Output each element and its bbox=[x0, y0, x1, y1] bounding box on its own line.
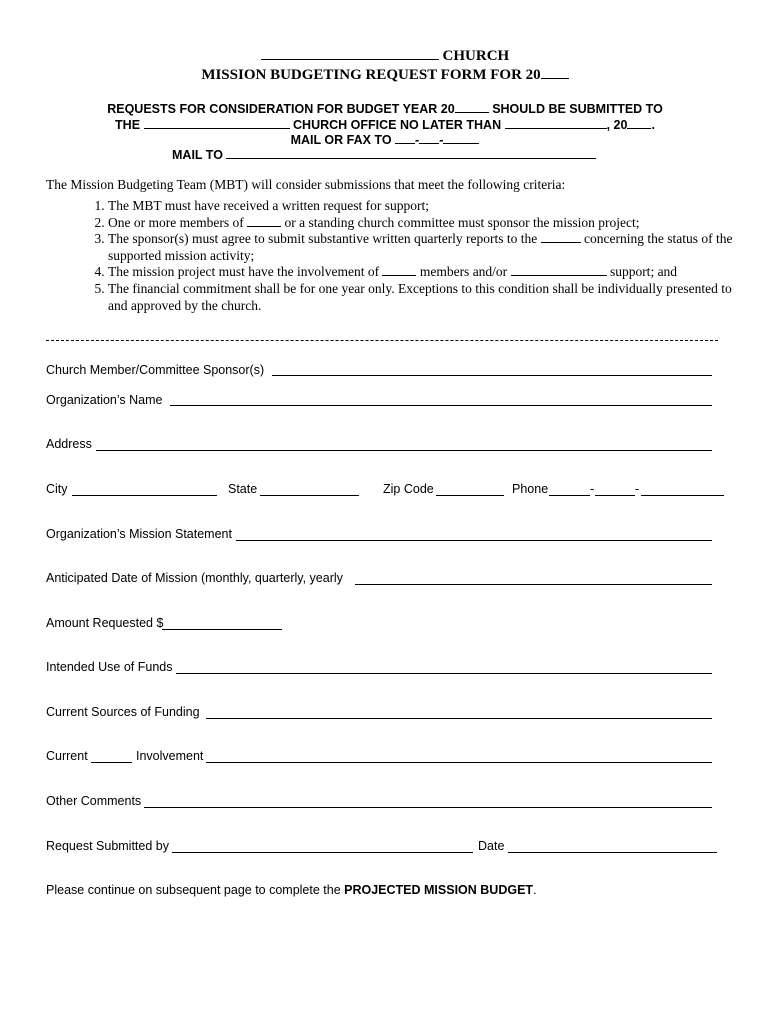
involvement-label: Involvement bbox=[136, 749, 204, 763]
fax-prefix-blank[interactable] bbox=[419, 131, 439, 144]
footer-end: . bbox=[533, 883, 537, 897]
current-sources-input[interactable] bbox=[206, 718, 712, 719]
criteria-2-b: or a standing church committee must sponsor the mission project; bbox=[284, 214, 640, 230]
amount-input[interactable] bbox=[162, 629, 282, 630]
req-line1-a: REQUESTS FOR CONSIDERATION FOR BUDGET YEAR 20 bbox=[107, 102, 455, 116]
church-name-blank[interactable] bbox=[261, 47, 439, 60]
criteria-2-a: One or more members of bbox=[108, 214, 244, 230]
zip-label: Zip Code bbox=[383, 482, 434, 496]
criteria-item-4 bbox=[108, 264, 736, 281]
req-line2-d: . bbox=[651, 118, 655, 132]
church-office-blank[interactable] bbox=[144, 116, 290, 129]
org-name-label: Organization’s Name bbox=[46, 393, 163, 407]
title-form: MISSION BUDGETING REQUEST FORM FOR 20 bbox=[201, 67, 541, 83]
mail-to-label: MAIL TO bbox=[172, 148, 223, 162]
phone-sep-1: - bbox=[590, 482, 595, 496]
criteria-3-a: The sponsor(s) must agree to submit substantive written quarterly reports to the bbox=[108, 231, 538, 247]
mission-statement-input[interactable] bbox=[236, 540, 712, 541]
phone-prefix-input[interactable] bbox=[595, 495, 635, 496]
intended-use-label: Intended Use of Funds bbox=[46, 660, 173, 674]
footer-text: Please continue on subsequent page to complete the bbox=[46, 883, 345, 897]
mission-statement-label: Organization’s Mission Statement bbox=[46, 527, 232, 541]
request-line-2 bbox=[0, 116, 770, 132]
current-sources-label: Current Sources of Funding bbox=[46, 705, 200, 719]
criteria-item-3 bbox=[108, 231, 736, 264]
title-church: CHURCH bbox=[442, 48, 510, 64]
deadline-blank[interactable] bbox=[505, 116, 607, 129]
fax-number-blank[interactable] bbox=[443, 131, 479, 144]
intro-text: The Mission Budgeting Team (MBT) will consider submissions that meet the following criteria: bbox=[46, 177, 566, 192]
anticipated-date-label: Anticipated Date of Mission (monthly, quarterly, yearly bbox=[46, 571, 343, 585]
reports-to-blank[interactable] bbox=[541, 231, 581, 243]
req-line2-b: CHURCH OFFICE NO LATER THAN bbox=[293, 118, 502, 132]
criteria-1-text: The MBT must have received a written request for support; bbox=[108, 198, 430, 213]
city-label: City bbox=[46, 482, 68, 496]
req-line2-a: THE bbox=[115, 118, 141, 132]
date-label: Date bbox=[478, 839, 505, 853]
phone-area-input[interactable] bbox=[549, 495, 590, 496]
involvement-support-blank[interactable] bbox=[511, 264, 607, 276]
amount-label: Amount Requested $ bbox=[46, 616, 164, 630]
state-label: State bbox=[228, 482, 258, 496]
phone-label: Phone bbox=[512, 482, 549, 496]
footer-bold: PROJECTED MISSION BUDGET bbox=[344, 883, 534, 897]
req-line3-a: MAIL OR FAX TO bbox=[290, 133, 392, 147]
involvement-input[interactable] bbox=[206, 762, 712, 763]
phone-sep-2: - bbox=[635, 482, 640, 496]
criteria-item-5 bbox=[108, 281, 736, 314]
section-divider bbox=[46, 340, 718, 341]
submitted-by-label: Request Submitted by bbox=[46, 839, 169, 853]
criteria-item-1 bbox=[108, 198, 736, 215]
mail-to-blank[interactable] bbox=[226, 146, 596, 159]
fax-sep-1: - bbox=[415, 133, 420, 147]
request-line-3 bbox=[0, 131, 770, 147]
date-input[interactable] bbox=[508, 852, 717, 853]
criteria-5-text: The financial commitment shall be for one year only. Exceptions to this condition shall be individually presented to and approved by the church. bbox=[108, 280, 732, 313]
deadline-year-blank[interactable] bbox=[627, 116, 651, 129]
state-input[interactable] bbox=[260, 495, 359, 496]
sponsor-input[interactable] bbox=[272, 375, 712, 376]
criteria-4-c: support; and bbox=[609, 264, 678, 280]
anticipated-date-input[interactable] bbox=[355, 584, 712, 585]
req-line2-c: , 20 bbox=[606, 118, 628, 132]
intended-use-input[interactable] bbox=[176, 673, 712, 674]
request-line-1 bbox=[0, 100, 770, 116]
current-label: Current bbox=[46, 749, 88, 763]
address-input[interactable] bbox=[96, 450, 712, 451]
criteria-list bbox=[46, 198, 736, 314]
submitted-by-input[interactable] bbox=[172, 852, 473, 853]
criteria-3-b: concerning the status of the supported mission activity; bbox=[108, 231, 733, 263]
criteria-4-a: The mission project must have the involvement of bbox=[108, 264, 380, 280]
req-line1-b: SHOULD BE SUBMITTED TO bbox=[492, 102, 663, 116]
zip-input[interactable] bbox=[436, 495, 504, 496]
fax-sep-2: - bbox=[439, 133, 444, 147]
form-year-blank[interactable] bbox=[541, 66, 569, 79]
mail-to-line bbox=[172, 146, 596, 162]
budget-year-blank[interactable] bbox=[455, 100, 489, 113]
footer-note bbox=[46, 883, 537, 897]
form-title-church-line bbox=[0, 47, 770, 65]
sponsor-label: Church Member/Committee Sponsor(s) bbox=[46, 363, 265, 377]
members-of-blank[interactable] bbox=[247, 215, 281, 227]
form-title bbox=[0, 66, 770, 84]
criteria-4-b: members and/or bbox=[419, 264, 508, 280]
other-comments-label: Other Comments bbox=[46, 794, 142, 808]
current-type-input[interactable] bbox=[91, 762, 132, 763]
involvement-members-blank[interactable] bbox=[382, 264, 416, 276]
address-label: Address bbox=[46, 437, 92, 451]
phone-number-input[interactable] bbox=[641, 495, 724, 496]
org-name-input[interactable] bbox=[170, 405, 712, 406]
fax-area-blank[interactable] bbox=[395, 131, 415, 144]
other-comments-input[interactable] bbox=[144, 807, 712, 808]
city-input[interactable] bbox=[72, 495, 217, 496]
criteria-item-2 bbox=[108, 215, 736, 232]
